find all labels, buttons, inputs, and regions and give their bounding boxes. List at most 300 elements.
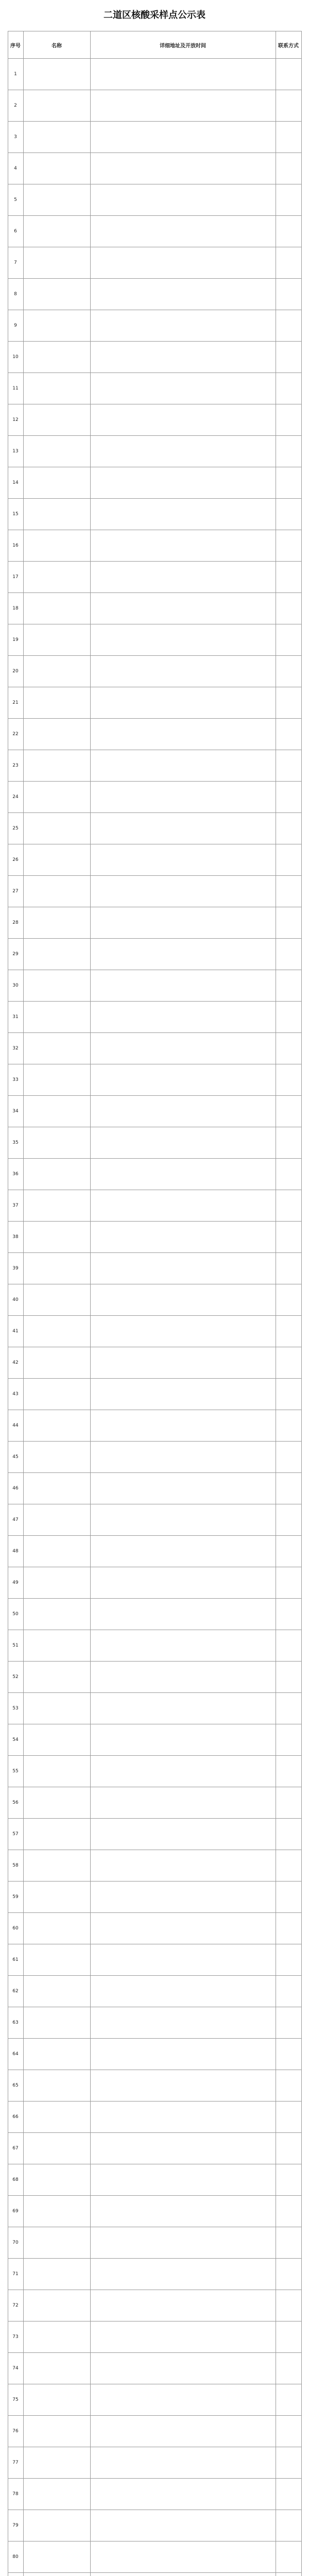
address-hours [90,1033,276,1064]
site-name [23,1850,90,1882]
table-row [8,1064,301,1096]
row-index: 51 [8,1630,23,1662]
table-row [8,467,301,499]
address-hours [90,1347,276,1379]
row-index: 52 [8,1662,23,1693]
site-name [23,1536,90,1567]
contact-phone [276,2416,301,2447]
table-row [8,2384,301,2416]
header-row [8,31,301,59]
contact-phone [276,2479,301,2510]
address-hours [90,2007,276,2039]
table-row [8,1850,301,1882]
row-index: 16 [8,530,23,562]
table-row [8,1033,301,1064]
site-name [23,1693,90,1724]
address-hours [90,1284,276,1316]
contact-phone [276,750,301,782]
contact-phone [276,1159,301,1190]
table-row [8,404,301,436]
contact-phone [276,813,301,844]
site-name [23,153,90,184]
contact-phone [276,876,301,907]
row-index: 14 [8,467,23,499]
table-row [8,939,301,970]
table-row [8,1347,301,1379]
contact-phone [276,2039,301,2070]
site-name [23,1756,90,1787]
table-row [8,1473,301,1504]
row-index: 10 [8,342,23,373]
contact-phone [276,656,301,687]
address-hours [90,2447,276,2479]
site-name [23,1064,90,1096]
table-row [8,2353,301,2384]
table-row [8,2510,301,2541]
row-index: 47 [8,1504,23,1536]
table-row [8,373,301,404]
table-row [8,1787,301,1819]
row-index: 36 [8,1159,23,1190]
row-index: 4 [8,153,23,184]
address-hours [90,310,276,342]
row-index: 26 [8,844,23,876]
contact-phone [276,2353,301,2384]
contact-phone [276,1127,301,1159]
contact-phone [276,1913,301,1944]
address-hours [90,1567,276,1599]
address-hours [90,687,276,719]
contact-phone [276,1693,301,1724]
table-row [8,1662,301,1693]
address-hours [90,2510,276,2541]
table-row [8,153,301,184]
row-index: 79 [8,2510,23,2541]
table-row [8,436,301,467]
address-hours [90,624,276,656]
address-hours [90,907,276,939]
row-index: 55 [8,1756,23,1787]
contact-phone [276,530,301,562]
site-name [23,876,90,907]
table-row [8,1504,301,1536]
site-name [23,530,90,562]
table-row [8,2573,301,2576]
contact-phone [276,1222,301,1253]
address-hours [90,1410,276,1442]
contact-phone [276,2447,301,2479]
contact-phone [276,2321,301,2353]
site-name [23,373,90,404]
address-hours [90,562,276,593]
contact-phone [276,939,301,970]
address-hours [90,1819,276,1850]
address-hours [90,404,276,436]
row-index: 27 [8,876,23,907]
table-row [8,2447,301,2479]
contact-phone [276,2573,301,2576]
address-hours [90,2164,276,2196]
site-name [23,59,90,90]
site-name [23,1599,90,1630]
site-name [23,247,90,279]
table-row [8,279,301,310]
table-row [8,1693,301,1724]
table-row [8,2007,301,2039]
table-row [8,1284,301,1316]
address-hours [90,1976,276,2007]
site-name [23,593,90,624]
site-name [23,970,90,1002]
contact-phone [276,153,301,184]
row-index: 25 [8,813,23,844]
row-index: 49 [8,1567,23,1599]
address-hours [90,2227,276,2259]
contact-phone [276,1442,301,1473]
contact-phone [276,2541,301,2573]
site-name [23,436,90,467]
site-name [23,2133,90,2164]
site-name [23,1662,90,1693]
contact-phone [276,499,301,530]
address-hours [90,90,276,122]
contact-phone [276,562,301,593]
table-row [8,593,301,624]
row-index: 64 [8,2039,23,2070]
site-name [23,2259,90,2290]
table-row [8,1159,301,1190]
site-name [23,279,90,310]
table-row [8,2133,301,2164]
contact-phone [276,2510,301,2541]
table-row [8,310,301,342]
row-index: 39 [8,1253,23,1284]
contact-phone [276,1379,301,1410]
site-name [23,184,90,216]
row-index: 38 [8,1222,23,1253]
site-name [23,1379,90,1410]
table-row [8,1442,301,1473]
row-index: 60 [8,1913,23,1944]
address-hours [90,1662,276,1693]
address-hours [90,1630,276,1662]
address-hours [90,2133,276,2164]
address-hours [90,1002,276,1033]
row-index: 80 [8,2541,23,2573]
contact-phone [276,2290,301,2321]
site-name [23,310,90,342]
contact-phone [276,1944,301,1976]
row-index: 75 [8,2384,23,2416]
site-name [23,687,90,719]
contact-phone [276,2102,301,2133]
row-index: 62 [8,1976,23,2007]
contact-phone [276,2133,301,2164]
address-hours [90,2384,276,2416]
site-name [23,1882,90,1913]
table-row [8,1379,301,1410]
address-hours [90,279,276,310]
site-name [23,782,90,813]
address-hours [90,2259,276,2290]
table-row [8,1536,301,1567]
row-index: 5 [8,184,23,216]
row-index: 30 [8,970,23,1002]
site-name [23,1284,90,1316]
contact-phone [276,1473,301,1504]
row-index: 54 [8,1724,23,1756]
contact-phone [276,1630,301,1662]
contact-phone [276,719,301,750]
page-title: 二道区核酸采样点公示表 [104,10,205,21]
site-name [23,844,90,876]
header-index: 序号 [8,31,23,59]
contact-phone [276,1190,301,1222]
address-hours [90,1190,276,1222]
contact-phone [276,1536,301,1567]
table-row [8,2290,301,2321]
contact-phone [276,2070,301,2102]
site-name [23,2070,90,2102]
table-row [8,2164,301,2196]
site-name [23,1410,90,1442]
table-row [8,1630,301,1662]
contact-phone [276,1599,301,1630]
row-index: 73 [8,2321,23,2353]
contact-phone [276,184,301,216]
contact-phone [276,467,301,499]
row-index: 72 [8,2290,23,2321]
row-index: 34 [8,1096,23,1127]
site-name [23,2164,90,2196]
contact-phone [276,1347,301,1379]
site-name [23,907,90,939]
row-index: 76 [8,2416,23,2447]
contact-phone [276,1756,301,1787]
address-hours [90,1693,276,1724]
row-index: 46 [8,1473,23,1504]
site-name [23,2479,90,2510]
site-name [23,2541,90,2573]
table-row [8,687,301,719]
row-index: 61 [8,1944,23,1976]
row-index: 33 [8,1064,23,1096]
table-row [8,2227,301,2259]
table-header [8,31,301,59]
site-name [23,1724,90,1756]
row-index: 58 [8,1850,23,1882]
address-hours [90,2102,276,2133]
address-hours [90,1787,276,1819]
table-row [8,1819,301,1850]
site-name [23,1504,90,1536]
site-name [23,2007,90,2039]
site-name [23,1913,90,1944]
row-index: 29 [8,939,23,970]
site-name [23,1033,90,1064]
address-hours [90,2416,276,2447]
contact-phone [276,1284,301,1316]
contact-phone [276,436,301,467]
row-index: 12 [8,404,23,436]
site-name [23,1473,90,1504]
address-hours [90,1599,276,1630]
contact-phone [276,1253,301,1284]
address-hours [90,970,276,1002]
row-index: 45 [8,1442,23,1473]
address-hours [90,122,276,153]
address-hours [90,153,276,184]
row-index: 42 [8,1347,23,1379]
contact-phone [276,1724,301,1756]
row-index: 56 [8,1787,23,1819]
row-index: 32 [8,1033,23,1064]
table-row [8,1253,301,1284]
contact-phone [276,342,301,373]
address-hours [90,2039,276,2070]
site-name [23,656,90,687]
row-index: 37 [8,1190,23,1222]
contact-phone [276,122,301,153]
site-name [23,1819,90,1850]
table-row [8,530,301,562]
table-row [8,184,301,216]
contact-phone [276,2007,301,2039]
address-hours [90,813,276,844]
contact-phone [276,1316,301,1347]
address-hours [90,2290,276,2321]
address-hours [90,844,276,876]
row-index: 11 [8,373,23,404]
address-hours [90,247,276,279]
address-hours [90,1944,276,1976]
row-index: 67 [8,2133,23,2164]
row-index: 35 [8,1127,23,1159]
table-row [8,2259,301,2290]
row-index: 21 [8,687,23,719]
row-index: 28 [8,907,23,939]
table-row [8,122,301,153]
row-index: 8 [8,279,23,310]
address-hours [90,1504,276,1536]
site-name [23,1567,90,1599]
row-index: 40 [8,1284,23,1316]
contact-phone [276,1002,301,1033]
row-index: 71 [8,2259,23,2290]
table-row [8,2196,301,2227]
row-index: 1 [8,59,23,90]
address-hours [90,2321,276,2353]
row-index: 18 [8,593,23,624]
site-name [23,2196,90,2227]
table-row [8,1410,301,1442]
table-row [8,970,301,1002]
address-hours [90,1536,276,1567]
site-name [23,2039,90,2070]
site-name [23,2321,90,2353]
address-hours [90,530,276,562]
row-index: 59 [8,1882,23,1913]
sampling-points-table [8,31,302,2576]
address-hours [90,2196,276,2227]
address-hours [90,373,276,404]
site-name [23,499,90,530]
contact-phone [276,2164,301,2196]
address-hours [90,1724,276,1756]
site-name [23,216,90,247]
site-name [23,1159,90,1190]
row-index: 22 [8,719,23,750]
row-index: 44 [8,1410,23,1442]
row-index: 20 [8,656,23,687]
row-index: 66 [8,2102,23,2133]
contact-phone [276,1882,301,1913]
address-hours [90,1253,276,1284]
site-name [23,624,90,656]
table-row [8,2416,301,2447]
address-hours [90,593,276,624]
row-index: 23 [8,750,23,782]
contact-phone [276,1504,301,1536]
table-body [8,59,301,2576]
row-index: 74 [8,2353,23,2384]
site-name [23,1944,90,1976]
contact-phone [276,2227,301,2259]
row-index: 78 [8,2479,23,2510]
address-hours [90,1064,276,1096]
table-row [8,499,301,530]
address-hours [90,2479,276,2510]
table-row [8,1127,301,1159]
header-contact: 联系方式 [276,31,301,59]
site-name [23,1442,90,1473]
site-name [23,1347,90,1379]
contact-phone [276,1064,301,1096]
row-index: 63 [8,2007,23,2039]
address-hours [90,436,276,467]
site-name [23,2227,90,2259]
table-row [8,2321,301,2353]
site-name [23,1002,90,1033]
site-name [23,342,90,373]
table-row [8,624,301,656]
site-name [23,1096,90,1127]
contact-phone [276,593,301,624]
row-index: 53 [8,1693,23,1724]
contact-phone [276,216,301,247]
row-index [8,2573,23,2576]
contact-phone [276,1662,301,1693]
site-name [23,1222,90,1253]
contact-phone [276,1787,301,1819]
site-name [23,2102,90,2133]
row-index: 57 [8,1819,23,1850]
contact-phone [276,907,301,939]
address-hours [90,2070,276,2102]
table-row [8,2102,301,2133]
site-name [23,467,90,499]
site-name [23,122,90,153]
table-row [8,1599,301,1630]
contact-phone [276,687,301,719]
address-hours [90,59,276,90]
contact-phone [276,1410,301,1442]
site-name [23,1253,90,1284]
header-address-hours: 详细地址及开放时间 [90,31,276,59]
table-row [8,1756,301,1787]
row-index: 9 [8,310,23,342]
header-name: 名称 [23,31,90,59]
